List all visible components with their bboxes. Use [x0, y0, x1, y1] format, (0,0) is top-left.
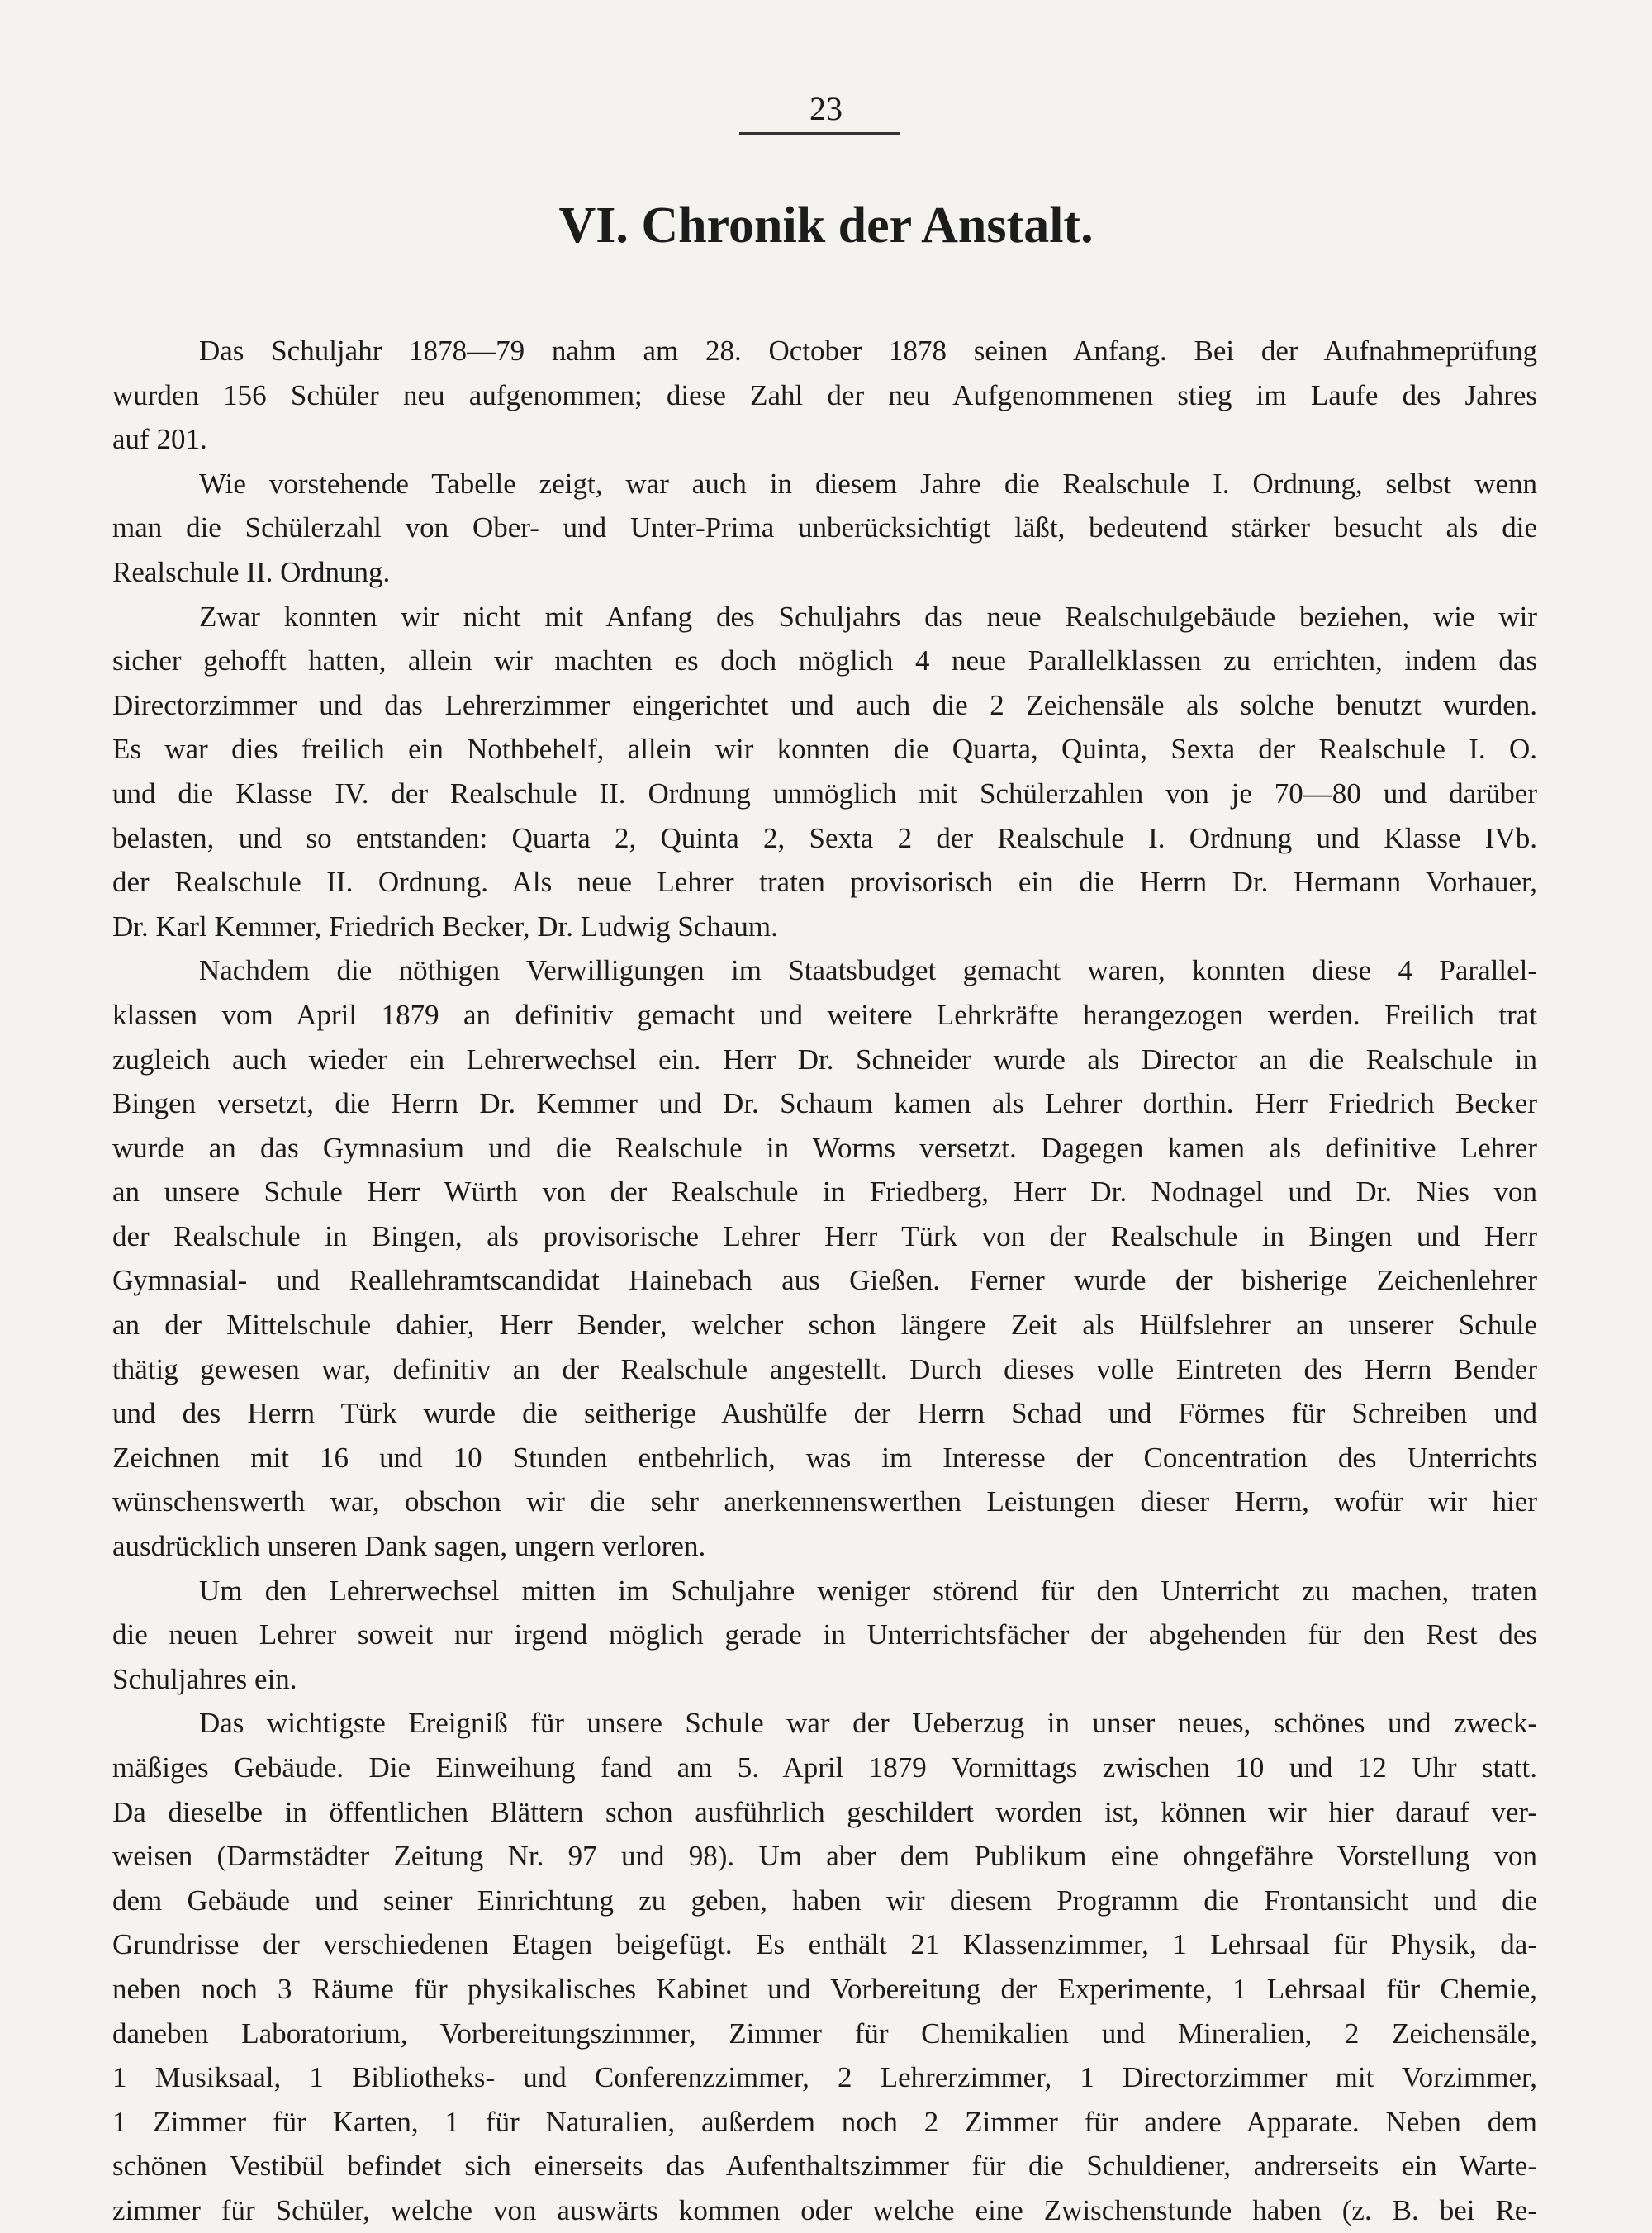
- text-line: Bingen versetzt, die Herrn Dr. Kemmer und Dr. Schaum kamen als Lehrer dorthin. Herr Friedrich Becker: [112, 1087, 1537, 1120]
- text-line: Um den Lehrerwechsel mitten im Schuljahre weniger störend für den Unterricht zu machen, traten: [199, 1574, 1537, 1607]
- text-line: Es war dies freilich ein Nothbehelf, allein wir konnten die Quarta, Quinta, Sexta der Realschule I. O.: [112, 733, 1537, 766]
- text-line: und die Klasse IV. der Realschule II. Ordnung unmöglich mit Schülerzahlen von je 70—80 und darüber: [112, 777, 1537, 810]
- text-line: Directorzimmer und das Lehrerzimmer eingerichtet und auch die 2 Zeichensäle als solche benutzt wurden.: [112, 688, 1537, 721]
- text-line: Schuljahres ein.: [112, 1662, 297, 1695]
- text-line: dem Gebäude und seiner Einrichtung zu geben, haben wir diesem Programm die Frontansicht und die: [112, 1884, 1537, 1917]
- text-line: Dr. Karl Kemmer, Friedrich Becker, Dr. Ludwig Schaum.: [112, 910, 778, 943]
- text-line: wünschenswerth war, obschon wir die sehr anerkennenswerthen Leistungen dieser Herrn, wofür wir hier: [112, 1485, 1537, 1518]
- paragraph: [112, 462, 1537, 595]
- text-line: zugleich auch wieder ein Lehrerwechsel ein. Herr Dr. Schneider wurde als Director an die Realschule in: [112, 1043, 1537, 1076]
- text-line: und des Herrn Türk wurde die seitherige Aushülfe der Herrn Schad und Förmes für Schreiben und: [112, 1397, 1537, 1430]
- text-line: 1 Zimmer für Karten, 1 für Naturalien, außerdem noch 2 Zimmer für andere Apparate. Neben dem: [112, 2105, 1537, 2138]
- text-line: an unsere Schule Herr Würth von der Realschule in Friedberg, Herr Dr. Nodnagel und Dr. Nies von: [112, 1176, 1537, 1209]
- text-line: Wie vorstehende Tabelle zeigt, war auch in diesem Jahre die Realschule I. Ordnung, selbst wenn: [199, 467, 1537, 500]
- text-line: wurde an das Gymnasium und die Realschule in Worms versetzt. Dagegen kamen als definitive Lehrer: [112, 1131, 1537, 1164]
- text-line: der Realschule in Bingen, als provisorische Lehrer Herr Türk von der Realschule in Bingen und Herr: [112, 1219, 1537, 1252]
- text-line: ausdrücklich unseren Dank sagen, ungern verloren.: [112, 1530, 706, 1563]
- text-line: belasten, und so entstanden: Quarta 2, Quinta 2, Sexta 2 der Realschule I. Ordnung und Klasse IVb.: [112, 821, 1537, 854]
- text-line: an der Mittelschule dahier, Herr Bender, welcher schon längere Zeit als Hülfslehrer an unserer Schule: [112, 1309, 1537, 1342]
- text-line: auf 201.: [112, 423, 207, 456]
- text-line: die neuen Lehrer soweit nur irgend möglich gerade in Unterrichtsfächer der abgehenden für den Rest des: [112, 1618, 1537, 1651]
- text-line: sicher gehofft hatten, allein wir machten es doch möglich 4 neue Parallelklassen zu errichten, indem das: [112, 644, 1537, 677]
- text-line: Gymnasial- und Reallehramtscandidat Hainebach aus Gießen. Ferner wurde der bisherige Zeichenlehrer: [112, 1264, 1537, 1297]
- paragraph: [112, 948, 1537, 1568]
- text-line: 1 Musiksaal, 1 Bibliotheks- und Conferenzzimmer, 2 Lehrerzimmer, 1 Directorzimmer mit Vorzimmer,: [112, 2061, 1537, 2094]
- text-line: Das wichtigste Ereigniß für unsere Schule war der Ueberzug in unser neues, schönes und zweck-: [199, 1707, 1537, 1740]
- text-line: thätig gewesen war, definitiv an der Realschule angestellt. Durch dieses volle Eintreten des Herrn Bender: [112, 1352, 1537, 1385]
- text-line: daneben Laboratorium, Vorbereitungszimmer, Zimmer für Chemikalien und Mineralien, 2 Zeichensäle,: [112, 2017, 1537, 2050]
- paragraph: [112, 1569, 1537, 1702]
- text-line: der Realschule II. Ordnung. Als neue Lehrer traten provisorisch ein die Herrn Dr. Hermann Vorhauer,: [112, 866, 1537, 899]
- paragraph: [112, 1701, 1537, 2232]
- text-line: zimmer für Schüler, welche von auswärts kommen oder welche eine Zwischenstunde haben (z. B. bei Re-: [112, 2193, 1537, 2226]
- text-line: Da dieselbe in öffentlichen Blättern schon ausführlich geschildert worden ist, können wir hier darauf ver-: [112, 1795, 1537, 1828]
- text-line: man die Schülerzahl von Ober- und Unter-Prima unberücksichtigt läßt, bedeutend stärker besucht als die: [112, 511, 1537, 544]
- text-line: Realschule II. Ordnung.: [112, 555, 391, 588]
- body-text: [112, 329, 1537, 2233]
- text-line: mäßiges Gebäude. Die Einweihung fand am 5. April 1879 Vormittags zwischen 10 und 12 Uhr statt.: [112, 1751, 1537, 1784]
- page-number: 23: [809, 90, 843, 127]
- text-line: schönen Vestibül befindet sich einerseits das Aufenthaltszimmer für die Schuldiener, andrerseits ein Warte-: [112, 2150, 1537, 2183]
- page-number-rule: [739, 132, 900, 135]
- text-line: wurden 156 Schüler neu aufgenommen; diese Zahl der neu Aufgenommenen stieg im Laufe des Jahres: [112, 378, 1537, 411]
- text-line: Nachdem die nöthigen Verwilligungen im Staatsbudget gemacht waren, konnten diese 4 Parallel-: [199, 954, 1537, 987]
- text-line: weisen (Darmstädter Zeitung Nr. 97 und 98). Um aber dem Publikum eine ohngefähre Vorstellung von: [112, 1840, 1537, 1873]
- text-line: Zeichnen mit 16 und 10 Stunden entbehrlich, was im Interesse der Concentration des Unterrichts: [112, 1441, 1537, 1474]
- paragraph: [112, 329, 1537, 462]
- paragraph: [112, 595, 1537, 949]
- text-line: neben noch 3 Räume für physikalisches Kabinet und Vorbereitung der Experimente, 1 Lehrsaal für Chemie,: [112, 1972, 1537, 2005]
- text-line: klassen vom April 1879 an definitiv gemacht und weitere Lehrkräfte herangezogen werden. Freilich trat: [112, 998, 1537, 1031]
- text-line: Grundrisse der verschiedenen Etagen beigefügt. Es enthält 21 Klassenzimmer, 1 Lehrsaal für Physik, da-: [112, 1928, 1537, 1961]
- chapter-title: VI. Chronik der Anstalt.: [558, 197, 1094, 254]
- text-line: Das Schuljahr 1878—79 nahm am 28. October 1878 seinen Anfang. Bei der Aufnahmeprüfung: [199, 335, 1537, 367]
- text-line: Zwar konnten wir nicht mit Anfang des Schuljahrs das neue Realschulgebäude beziehen, wie wir: [199, 600, 1537, 633]
